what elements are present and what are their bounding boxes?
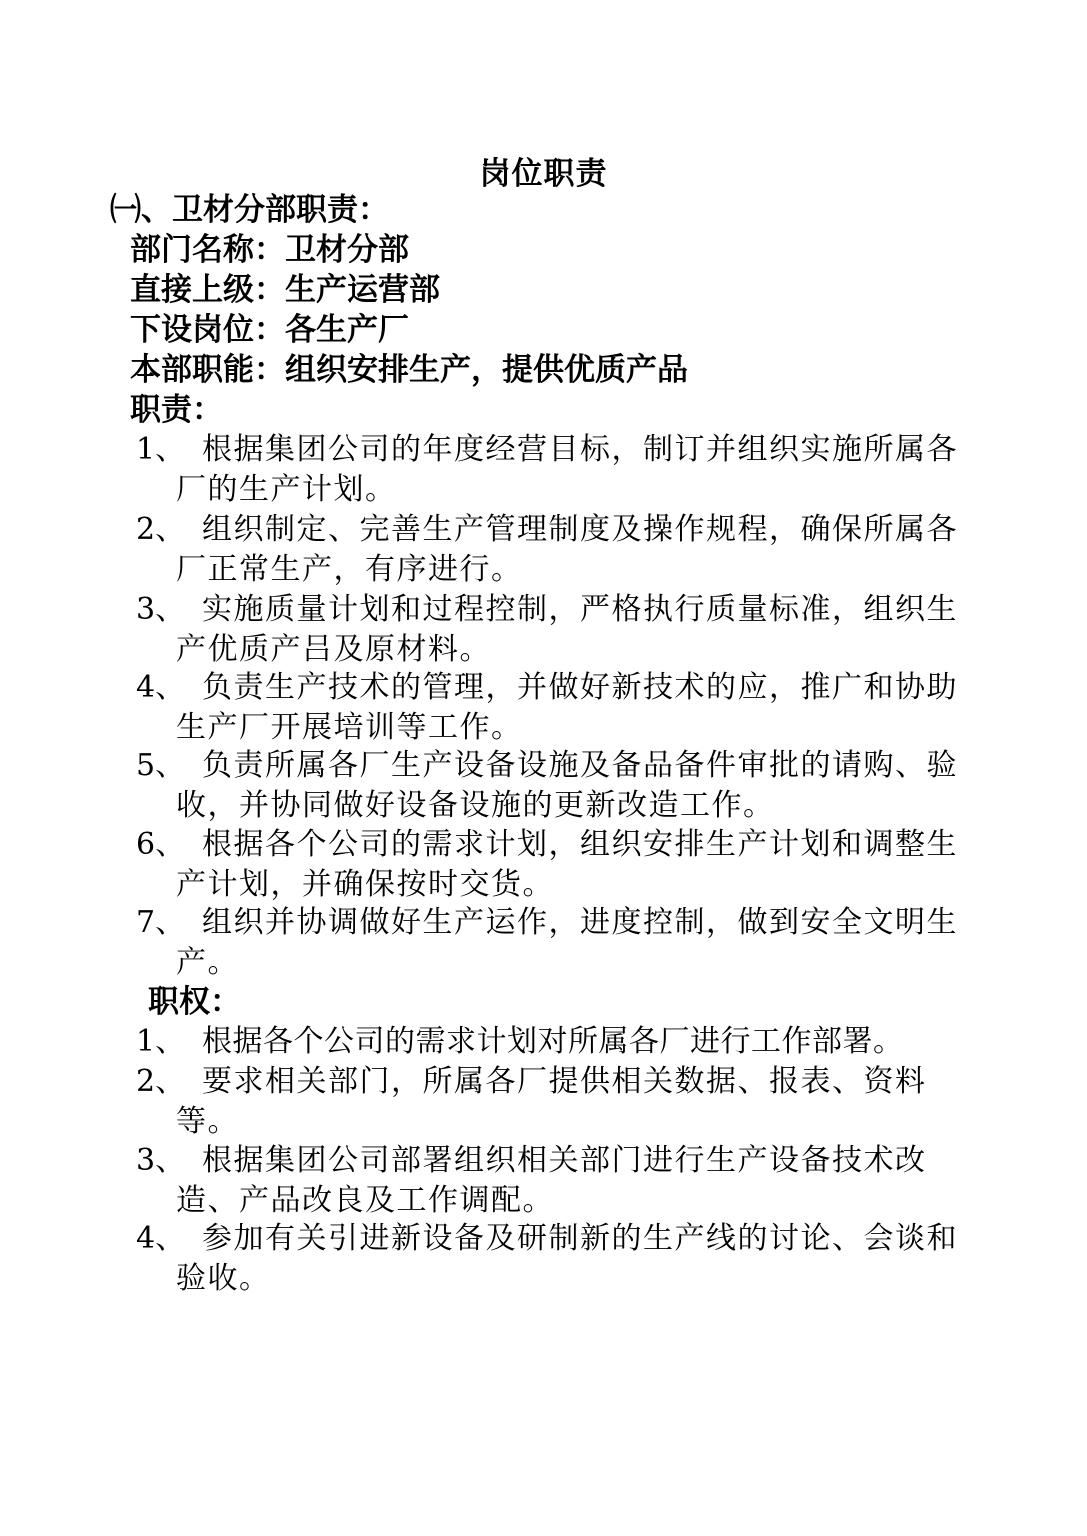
- power-number: 2、: [136, 1064, 186, 1099]
- duty-text: 负责所属各厂生产设备设施及备品备件审批的请购、验收，并协同做好设备设施的更新改造工作。: [176, 748, 958, 823]
- duty-number: 4、: [136, 670, 186, 705]
- dept-name: 部门名称：卫材分部: [130, 232, 409, 268]
- duty-text: 负责生产技术的管理，并做好新技术的应，推广和协助生产厂开展培训等工作。: [176, 670, 958, 745]
- duties-heading: 职责：: [130, 392, 223, 428]
- power-text: 参加有关引进新设备及研制新的生产线的讨论、会谈和验收。: [176, 1221, 958, 1296]
- duty-number: 1、: [136, 432, 186, 467]
- duty-number: 3、: [136, 592, 186, 627]
- power-text: 要求相关部门，所属各厂提供相关数据、报表、资料等。: [176, 1064, 927, 1139]
- subordinate-positions: 下设岗位：各生产厂: [130, 312, 409, 348]
- power-number: 4、: [136, 1221, 186, 1256]
- duty-text: 组织并协调做好生产运作，进度控制，做到安全文明生产。: [176, 905, 958, 980]
- duty-number: 7、: [136, 905, 186, 940]
- department-function: 本部职能：组织安排生产，提供优质产品: [130, 352, 688, 388]
- powers-heading: 职权：: [148, 984, 241, 1020]
- duty-text: 实施质量计划和过程控制，严格执行质量标准，组织生产优质产吕及原材料。: [176, 592, 958, 667]
- duty-text: 根据集团公司的年度经营目标，制订并组织实施所属各厂的生产计划。: [176, 432, 958, 507]
- power-number: 1、: [136, 1024, 186, 1059]
- duty-number: 6、: [136, 827, 186, 862]
- direct-superior: 直接上级：生产运营部: [130, 272, 440, 308]
- power-text: 根据集团公司部署组织相关部门进行生产设备技术改造、产品改良及工作调配。: [176, 1143, 927, 1218]
- duty-text: 根据各个公司的需求计划，组织安排生产计划和调整生产计划，并确保按时交货。: [176, 827, 958, 902]
- power-text: 根据各个公司的需求计划对所属各厂进行工作部署。: [202, 1024, 904, 1059]
- section-heading: ㈠、卫材分部职责：: [110, 192, 389, 228]
- duty-text: 组织制定、完善生产管理制度及操作规程，确保所属各厂正常生产，有序进行。: [176, 512, 958, 587]
- page-title: 岗位职责: [479, 156, 608, 192]
- power-number: 3、: [136, 1143, 186, 1178]
- duty-number: 5、: [136, 748, 186, 783]
- duty-number: 2、: [136, 512, 186, 547]
